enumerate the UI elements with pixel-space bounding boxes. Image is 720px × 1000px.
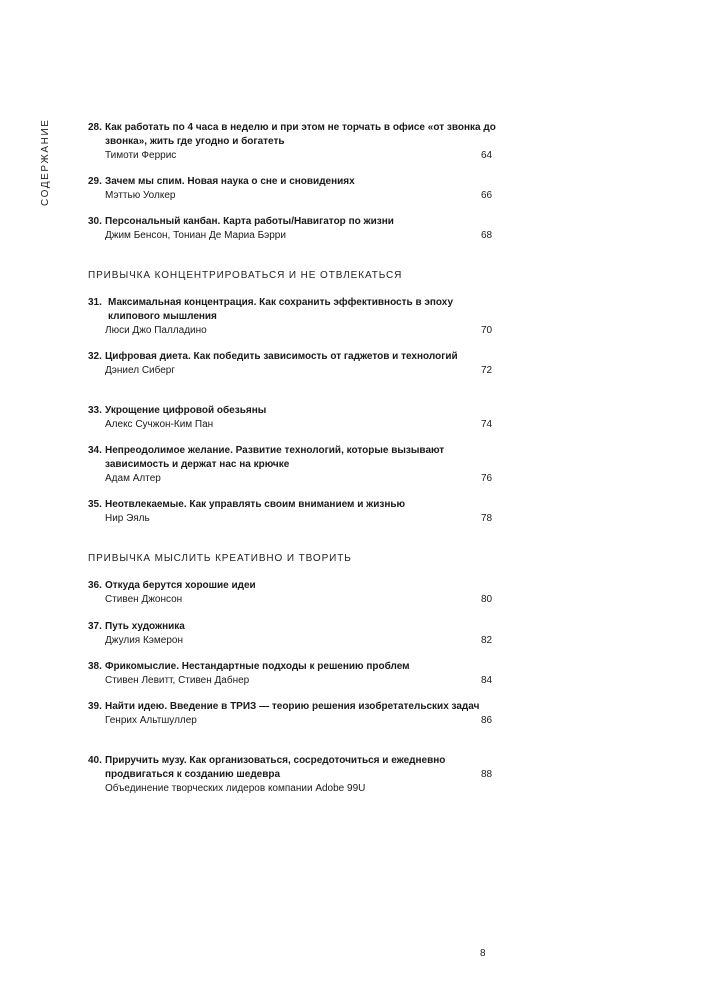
entry-page-number: 82: [481, 635, 493, 646]
toc-entry-30: [88, 215, 498, 243]
entry-number: 36.: [88, 580, 102, 591]
entry-title: Фрикомыслие. Нестандартные подходы к решению проблем: [105, 661, 410, 672]
entry-page-number: 80: [481, 594, 493, 605]
entry-page-number: 78: [481, 513, 493, 524]
entry-author: Адам Алтер: [105, 473, 161, 484]
entry-page-number: 66: [481, 190, 493, 201]
entry-number: 33.: [88, 405, 102, 416]
toc-entry-33: [88, 404, 498, 432]
entry-number: 39.: [88, 701, 102, 712]
entry-author: Мэттью Уолкер: [105, 190, 176, 201]
entry-number: 40.: [88, 755, 102, 766]
entry-number: 29.: [88, 176, 102, 187]
entry-author: Джулия Кэмерон: [105, 635, 183, 646]
side-section-label: СОДЕРЖАНИЕ: [40, 118, 51, 206]
entry-author: Объединение творческих лидеров компании Adobe 99U: [105, 783, 366, 794]
entry-number: 34.: [88, 445, 102, 456]
entry-author: Люси Джо Палладино: [105, 325, 207, 336]
toc-entry-34: [88, 444, 498, 486]
entry-title: Как работать по 4 часа в неделю и при этом не торчать в офисе «от звонка до звонка», жить где угодно и богатеть: [105, 122, 496, 147]
entry-title: Найти идею. Введение в ТРИЗ — теорию решения изобретательских задач: [105, 701, 480, 712]
entry-author: Генрих Альтшуллер: [105, 715, 197, 726]
entry-page-number: 76: [481, 473, 493, 484]
toc-entry-35: [88, 498, 498, 526]
entry-page-number: 72: [481, 365, 493, 376]
entry-author: Тимоти Феррис: [105, 150, 177, 161]
entry-page-number: 64: [481, 150, 493, 161]
entry-number: 30.: [88, 216, 102, 227]
entry-number: 35.: [88, 499, 102, 510]
entry-title: Цифровая диета. Как победить зависимость от гаджетов и технологий: [105, 351, 458, 362]
toc-entry-39: [88, 700, 498, 728]
entry-title: Путь художника: [105, 621, 185, 632]
toc-entry-29: [88, 175, 498, 203]
entry-author: Нир Эяль: [105, 513, 150, 524]
section-heading-creativity: ПРИВЫЧКА МЫСЛИТЬ КРЕАТИВНО И ТВОРИТЬ: [88, 553, 352, 564]
entry-page-number: 68: [481, 230, 493, 241]
toc-entry-31: [88, 296, 498, 338]
entry-author: Алекс Сучжон-Ким Пан: [105, 419, 214, 430]
entry-number: 32.: [88, 351, 102, 362]
entry-title: Зачем мы спим. Новая наука о сне и сновидениях: [105, 176, 355, 187]
entry-page-number: 70: [481, 325, 493, 336]
entry-number: 38.: [88, 661, 102, 672]
entry-title: Персональный канбан. Карта работы/Навигатор по жизни: [105, 216, 394, 227]
toc-entry-38: [88, 660, 498, 688]
toc-entry-40: [88, 754, 498, 796]
entry-page-number: 88: [481, 769, 493, 780]
toc-entry-32: [88, 350, 498, 378]
toc-entry-37: [88, 620, 498, 648]
entry-title: Непреодолимое желание. Развитие технологий, которые вызывают зависимость и держат нас на крючке: [105, 445, 445, 470]
entry-author: Джим Бенсон, Тониан Де Мариа Бэрри: [105, 230, 286, 241]
entry-page-number: 84: [481, 675, 493, 686]
section-heading-concentration: ПРИВЫЧКА КОНЦЕНТРИРОВАТЬСЯ И НЕ ОТВЛЕКАТЬСЯ: [88, 270, 403, 281]
entry-title: Приручить музу. Как организоваться, сосредоточиться и ежедневно продвигаться к созданию шедевра: [105, 755, 446, 780]
toc-entry-36: [88, 579, 498, 607]
entry-author: Стивен Джонсон: [105, 594, 183, 605]
entry-title: Максимальная концентрация. Как сохранить эффективность в эпоху клипового мышления: [108, 297, 454, 322]
entry-number: 28.: [88, 122, 102, 133]
page-number: 8: [480, 948, 486, 959]
entry-page-number: 86: [481, 715, 493, 726]
entry-number: 31.: [88, 297, 102, 308]
entry-number: 37.: [88, 621, 102, 632]
entry-title: Неотвлекаемые. Как управлять своим вниманием и жизнью: [105, 499, 406, 510]
entry-author: Стивен Левитт, Стивен Дабнер: [105, 675, 250, 686]
entry-author: Дэниел Сиберг: [105, 365, 176, 376]
entry-title: Укрощение цифровой обезьяны: [105, 405, 267, 416]
entry-title: Откуда берутся хорошие идеи: [105, 580, 256, 591]
toc-entry-28: [88, 121, 498, 163]
entry-page-number: 74: [481, 419, 493, 430]
